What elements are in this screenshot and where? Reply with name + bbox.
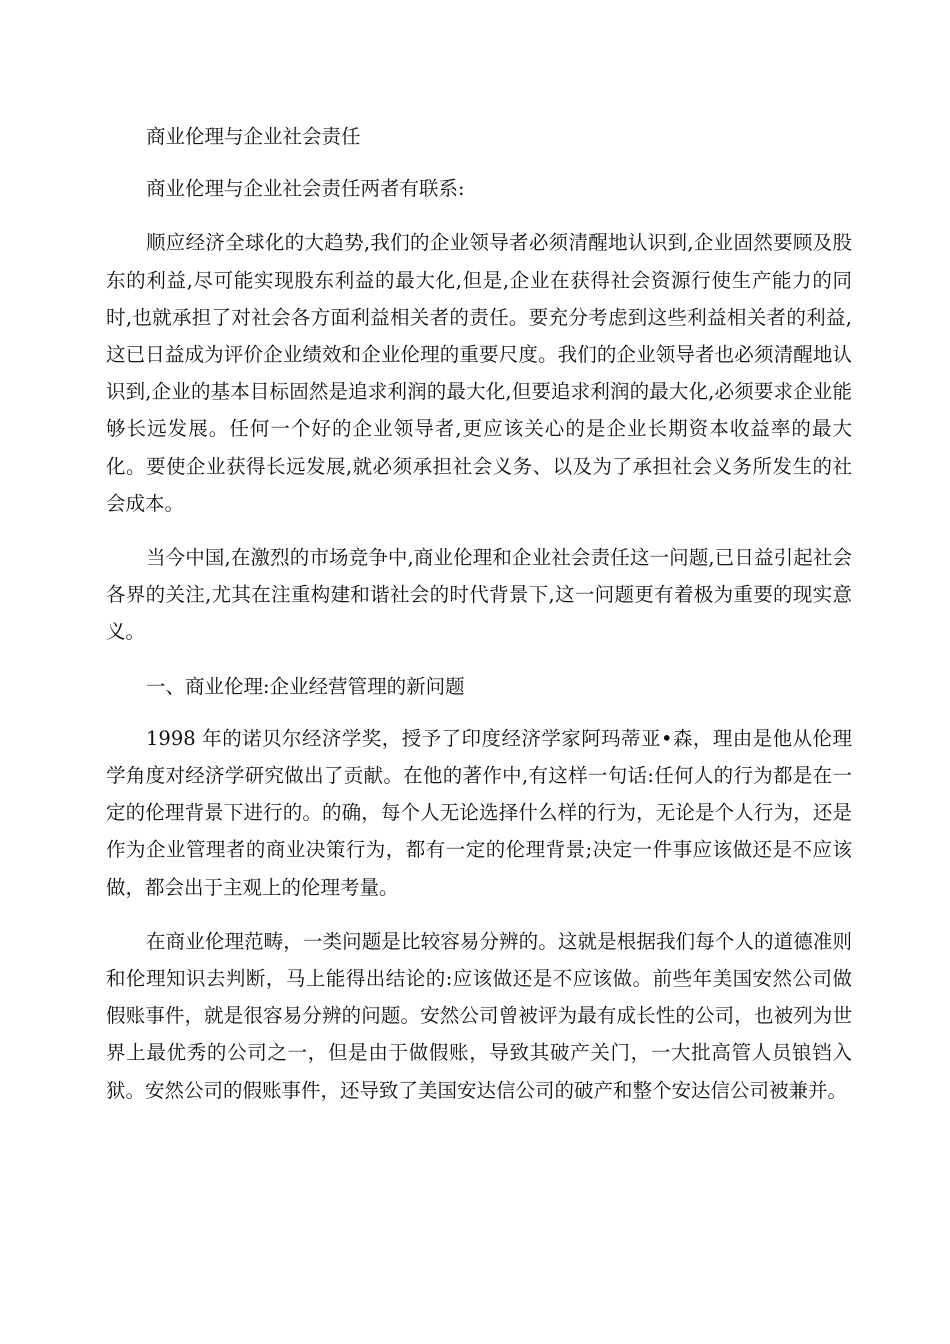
document-title: 商业伦理与企业社会责任 xyxy=(146,125,361,148)
paragraph-china-context: 当今中国,在激烈的市场竞争中,商业伦理和企业社会责任这一问题,已日益引起社会各界的关注,尤其在注重构建和谐社会的时代背景下,这一问题更有着极为重要的现实意义。 xyxy=(106,546,852,644)
paragraph-enron: 在商业伦理范畴，一类问题是比较容易分辨的。这就是根据我们每个人的道德准则和伦理知识去判断，马上能得出结论的:应该做还是不应该做。前些年美国安然公司做假账事件，就是很容易分辨的问题。安然公司曾被评为最有成长性的公司，也被列为世界上最优秀的公司之一，但是由于做假账，导致其破产关门，一大批高管人员锒铛入狱。安然公司的假账事件，还导致了美国安达信公司的破产和整个安达信公司被兼并。 xyxy=(106,929,852,1102)
paragraph-globalization: 顺应经济全球化的大趋势,我们的企业领导者必须清醒地认识到,企业固然要顾及股东的利益,尽可能实现股东利益的最大化,但是,企业在获得社会资源行使生产能力的同时,也就承担了对社会各方面利益相关者的责任。要充分考虑到这些利益相关者的利益,这已日益成为评价企业绩效和企业伦理的重要尺度。我们的企业领导者也必须清醒地认识到,企业的基本目标固然是追求利润的最大化,但要追求利润的最大化,必须要求企业能够长远发展。任何一个好的企业领导者,更应该关心的是企业长期资本收益率的最大化。要使企业获得长远发展,就必须承担社会义务、以及为了承担社会义务所发生的社会成本。 xyxy=(106,231,852,515)
section-heading-1: 一、商业伦理:企业经营管理的新问题 xyxy=(146,674,465,698)
paragraph-relationship: 商业伦理与企业社会责任两者有联系: xyxy=(146,177,465,201)
paragraph-nobel-prize: 1998 年的诺贝尔经济学奖，授予了印度经济学家阿玛蒂亚•森，理由是他从伦理学角度对经济学研究做出了贡献。在他的著作中,有这样一句话:任何人的行为都是在一定的伦理背景下进行的。的确，每个人无论选择什么样的行为，无论是个人行为，还是作为企业管理者的商业决策行为，都有一定的伦理背景;决定一件事应该做还是不应该做，都会出于主观上的伦理考量。 xyxy=(106,726,852,899)
document-page xyxy=(106,118,852,1126)
